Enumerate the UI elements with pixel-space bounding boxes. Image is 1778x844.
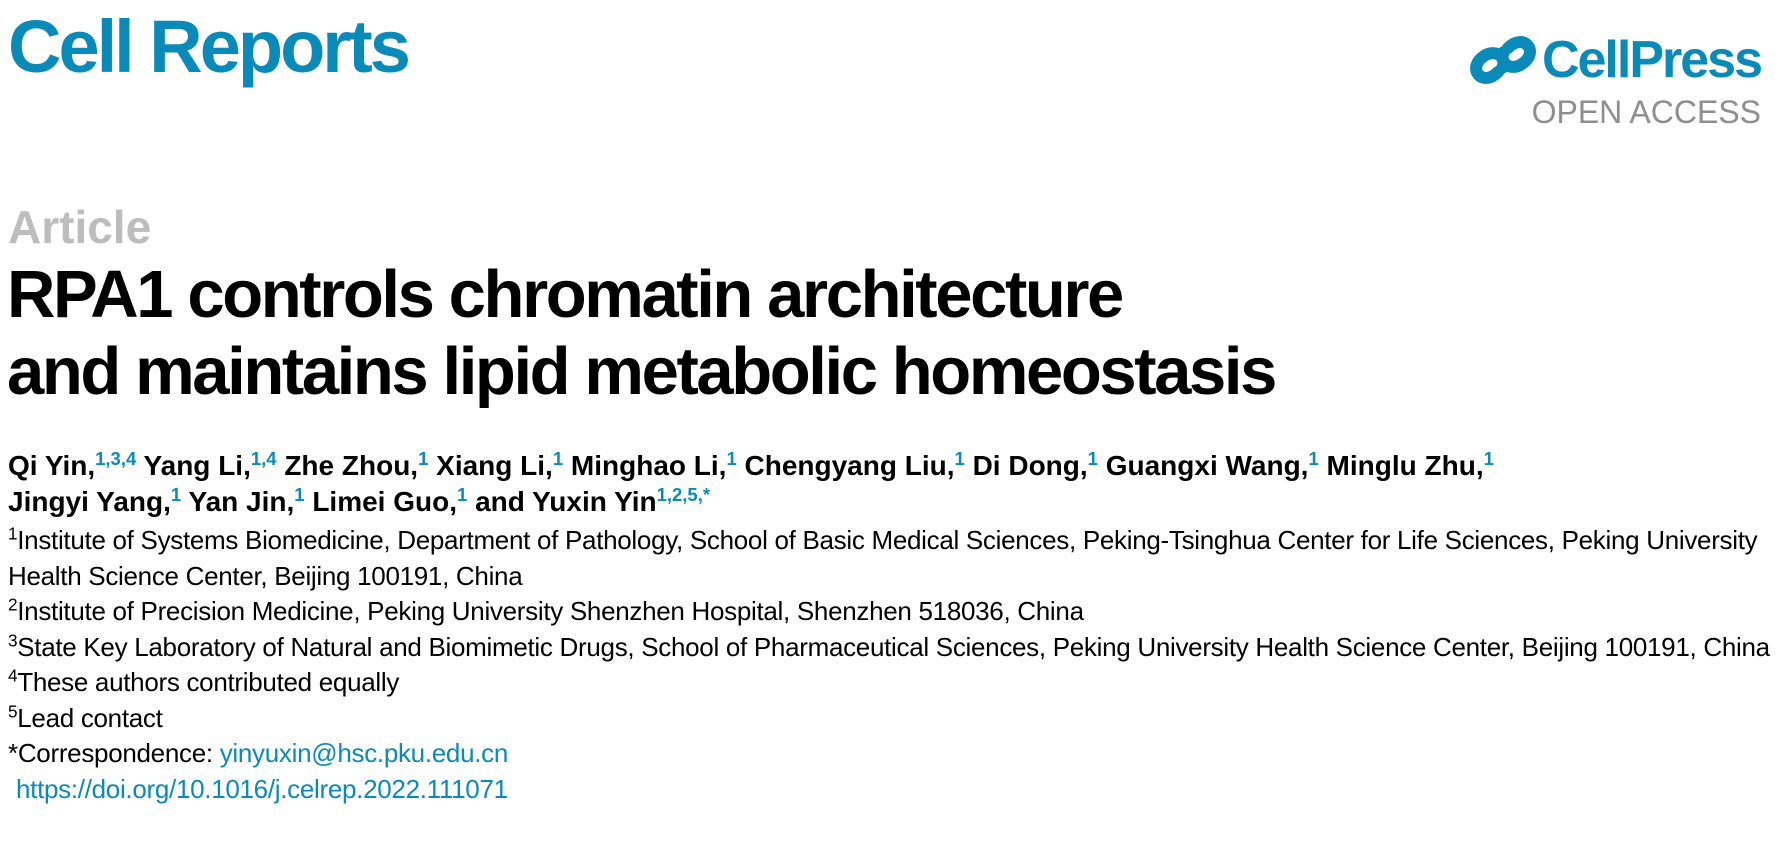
- author-name: Qi Yin,: [8, 450, 96, 481]
- correspondence-label: *Correspondence:: [8, 738, 220, 768]
- author: [284, 447, 429, 481]
- affiliation: [8, 665, 1773, 701]
- author: [8, 447, 137, 481]
- doi-link[interactable]: https://doi.org/10.1016/j.celrep.2022.111071: [16, 773, 508, 804]
- author-name: Yan Jin,: [188, 486, 295, 517]
- author-name: Minglu Zhu,: [1326, 450, 1484, 481]
- author: [312, 483, 468, 517]
- affiliation-number: 4: [8, 665, 18, 686]
- author-name: Yang Li,: [143, 450, 251, 481]
- affiliation-text: Institute of Systems Biomedicine, Department of Pathology, School of Basic Medical Sciences, Peking-Tsinghua Center for Life Sciences, Peking University Health Science Center, Beijing 100191, China: [8, 525, 1758, 591]
- author-name: Xiang Li,: [436, 450, 553, 481]
- doi: [8, 772, 1773, 808]
- author: [1326, 447, 1494, 481]
- author-affiliation-marker: 1: [170, 483, 182, 505]
- article-title: [7, 256, 1275, 410]
- affiliation: [8, 594, 1773, 630]
- author-affiliation-marker: 1: [1308, 447, 1319, 469]
- author: [570, 447, 737, 481]
- journal-name: Cell Reports: [8, 5, 408, 88]
- affiliation-list: [8, 523, 1773, 807]
- author-name: and Yuxin Yin: [475, 486, 657, 517]
- affiliation-text: State Key Laboratory of Natural and Biomimetic Drugs, School of Pharmaceutical Sciences, Peking University Health Science Center, Beijing 100191, China: [17, 631, 1770, 662]
- author: [475, 483, 711, 517]
- affiliation: [8, 701, 1773, 737]
- affiliation-number: 2: [8, 594, 18, 615]
- author-name: Guangxi Wang,: [1105, 450, 1309, 481]
- author-name: Chengyang Liu,: [744, 450, 955, 481]
- author-affiliation-marker: 1: [418, 447, 429, 469]
- author-name: Zhe Zhou,: [284, 450, 419, 481]
- author-name: Di Dong,: [972, 450, 1088, 481]
- title-line: RPA1 controls chromatin architecture: [7, 257, 1122, 332]
- author-affiliation-marker: 1,4: [250, 447, 277, 469]
- correspondence-email-link[interactable]: yinyuxin@hsc.pku.edu.cn: [219, 738, 509, 768]
- author: [188, 483, 305, 517]
- correspondence: [8, 736, 1773, 772]
- author: [8, 483, 182, 517]
- open-access-label: OPEN ACCESS: [1531, 94, 1761, 130]
- author-affiliation-marker: 1: [726, 447, 737, 469]
- affiliation-text: These authors contributed equally: [17, 667, 400, 697]
- author-affiliation-marker: 1: [552, 447, 564, 469]
- author-name: Limei Guo,: [312, 486, 458, 517]
- cellpress-logo-icon: [1468, 26, 1538, 94]
- author-affiliation-marker: 1: [457, 483, 468, 505]
- author-name: Jingyi Yang,: [8, 486, 171, 517]
- affiliation-text: Lead contact: [17, 702, 163, 733]
- author-name: Minghao Li,: [570, 450, 727, 481]
- author-affiliation-marker: 1,3,4: [95, 447, 137, 469]
- affiliation-number: 1: [8, 523, 18, 544]
- author: [436, 447, 564, 481]
- author-affiliation-marker: 1: [954, 447, 965, 469]
- author: [972, 447, 1098, 481]
- author: [744, 447, 965, 481]
- author-list: [8, 448, 1773, 520]
- affiliation-number: 3: [8, 630, 18, 651]
- publisher-logo-row: [1468, 26, 1761, 94]
- title-line: and maintains lipid metabolic homeostasis: [7, 334, 1275, 409]
- author-affiliation-marker: 1,2,5,*: [656, 483, 711, 505]
- author-affiliation-marker: 1: [1483, 447, 1494, 469]
- author-affiliation-marker: 1: [294, 483, 305, 505]
- affiliation-number: 5: [8, 701, 18, 722]
- affiliation-text: Institute of Precision Medicine, Peking University Shenzhen Hospital, Shenzhen 518036, China: [17, 596, 1084, 626]
- article-type-label: Article: [8, 201, 152, 253]
- publisher-block: [1468, 26, 1761, 128]
- affiliation: [8, 630, 1773, 666]
- author-affiliation-marker: 1: [1087, 447, 1098, 469]
- author: [143, 447, 277, 481]
- publisher-name: CellPress: [1541, 31, 1761, 89]
- author: [1105, 447, 1319, 481]
- affiliation: [8, 523, 1773, 594]
